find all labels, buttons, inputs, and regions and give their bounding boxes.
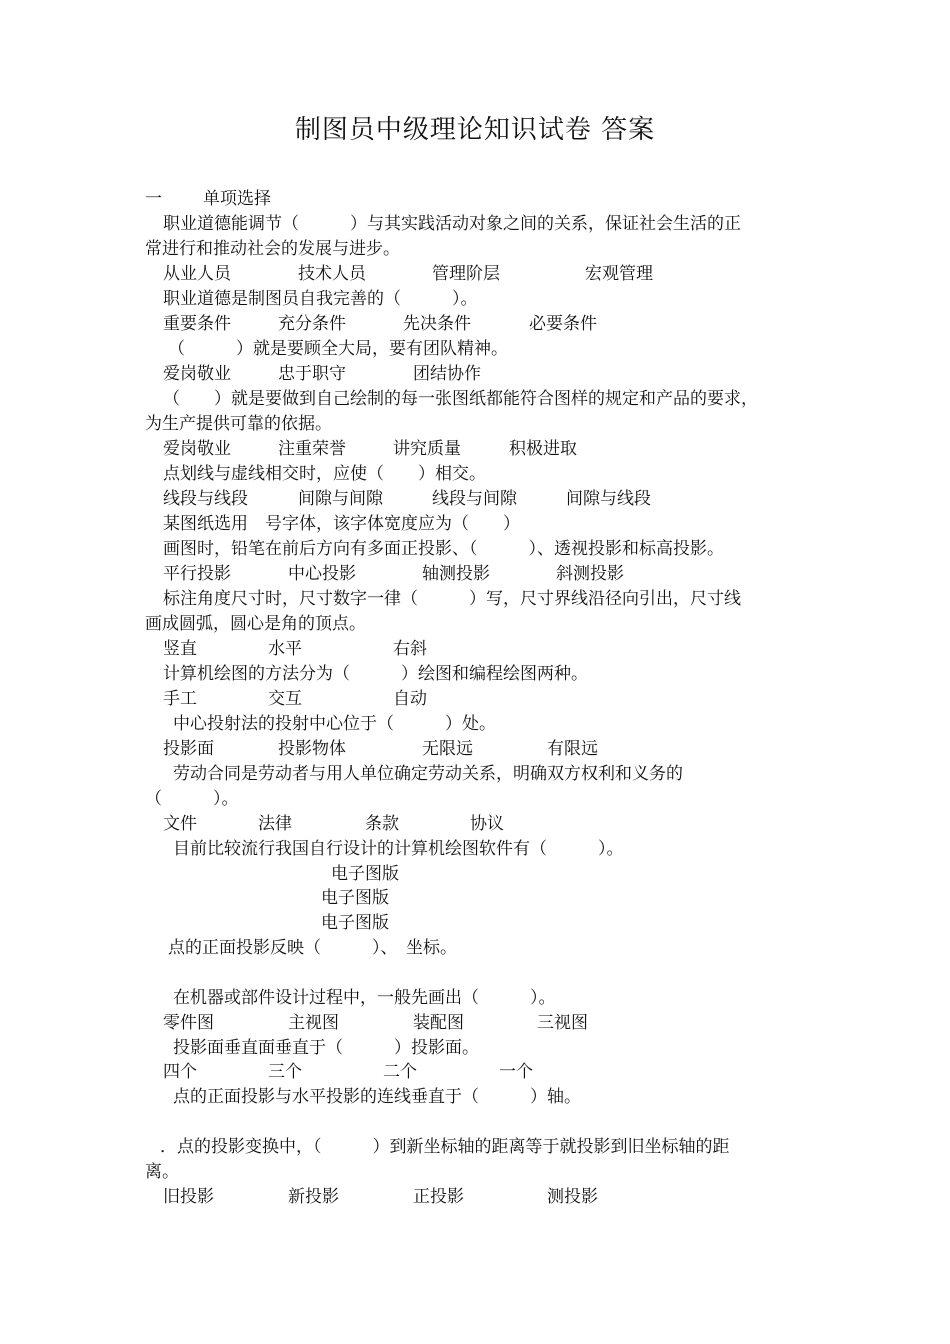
option: 法律 xyxy=(258,814,292,834)
option: 旧投影 xyxy=(163,1187,214,1207)
question-7: 画图时，铅笔在前后方向有多面正投影、（ ）、透视投影和标高投影。 xyxy=(163,539,724,559)
section-label: 单项选择 xyxy=(203,189,271,209)
question-5-options xyxy=(0,487,950,512)
option: 平行投影 xyxy=(163,564,231,584)
option: 充分条件 xyxy=(278,314,346,334)
option: 间隙与线段 xyxy=(566,489,651,509)
option: 注重荣誉 xyxy=(278,439,346,459)
option: 右斜 xyxy=(393,639,427,659)
question-5: 点划线与虚线相交时，应使（ ）相交。 xyxy=(163,464,486,484)
option: 三个 xyxy=(268,1062,302,1082)
question-1-options xyxy=(0,262,950,287)
option: 协议 xyxy=(470,814,504,834)
option: 管理阶层 xyxy=(432,264,500,284)
option: 水平 xyxy=(268,639,302,659)
option: 测投影 xyxy=(547,1187,598,1207)
option: 电子图版 xyxy=(321,888,389,908)
option: 条款 xyxy=(365,814,399,834)
option: 爱岗敬业 xyxy=(163,439,231,459)
question-8-line-2: 画成圆弧，圆心是角的顶点。 xyxy=(145,614,366,634)
question-3-options xyxy=(0,362,950,387)
option: 交互 xyxy=(268,689,302,709)
option: 技术人员 xyxy=(298,264,366,284)
option: 从业人员 xyxy=(163,264,231,284)
option: 积极进取 xyxy=(509,439,577,459)
question-14-options xyxy=(0,1011,950,1036)
question-7-options xyxy=(0,562,950,587)
question-9-options xyxy=(0,687,950,712)
option: 必要条件 xyxy=(529,314,597,334)
option: 零件图 xyxy=(163,1013,214,1033)
option: 线段与间隙 xyxy=(432,489,517,509)
question-8-options xyxy=(0,637,950,662)
section-number: 一 xyxy=(145,189,162,209)
question-12: 目前比较流行我国自行设计的计算机绘图软件有（ ）。 xyxy=(173,839,624,859)
option: 投影物体 xyxy=(278,739,346,759)
question-15-options xyxy=(0,1060,950,1085)
question-8-line-1: 标注角度尺寸时，尺寸数字一律（ ）写，尺寸界线沿径向引出，尺寸线 xyxy=(163,589,741,609)
question-10-options xyxy=(0,737,950,762)
option: 斜测投影 xyxy=(556,564,624,584)
question-1-line-2: 常进行和推动社会的发展与进步。 xyxy=(145,239,400,259)
option: 三视图 xyxy=(537,1013,588,1033)
option: 装配图 xyxy=(413,1013,464,1033)
question-4-line-2: 为生产提供可靠的依据。 xyxy=(145,414,332,434)
option: 电子图版 xyxy=(321,913,389,933)
question-11-line-2: （ ）。 xyxy=(145,789,239,809)
option: 竖直 xyxy=(163,639,197,659)
question-17-line-2: 离。 xyxy=(145,1162,179,1182)
option: 讲究质量 xyxy=(393,439,461,459)
option: 二个 xyxy=(383,1062,417,1082)
option: 文件 xyxy=(163,814,197,834)
question-17-options xyxy=(0,1185,950,1210)
option: 间隙与间隙 xyxy=(298,489,383,509)
option: 有限远 xyxy=(547,739,598,759)
option: 团结协作 xyxy=(413,364,481,384)
question-11-options xyxy=(0,812,950,837)
option: 自动 xyxy=(393,689,427,709)
question-6: 某图纸选用 号字体，该字体宽度应为（ ） xyxy=(163,514,520,534)
question-11-line-1: 劳动合同是劳动者与用人单位确定劳动关系，明确双方权利和义务的 xyxy=(173,764,683,784)
option: 电子图版 xyxy=(331,864,399,884)
option: 新投影 xyxy=(288,1187,339,1207)
option: 线段与线段 xyxy=(163,489,248,509)
option: 中心投影 xyxy=(288,564,356,584)
option: 一个 xyxy=(499,1062,533,1082)
option: 先决条件 xyxy=(403,314,471,334)
option: 手工 xyxy=(163,689,197,709)
question-4-line-1: （ ）就是要做到自己绘制的每一张图纸都能符合图样的规定和产品的要求， xyxy=(163,389,758,409)
option: 四个 xyxy=(163,1062,197,1082)
question-16: 点的正面投影与水平投影的连线垂直于（ ）轴。 xyxy=(173,1087,581,1107)
option: 正投影 xyxy=(413,1187,464,1207)
page-title: 制图员中级理论知识试卷 答案 xyxy=(294,115,656,145)
option: 无限远 xyxy=(422,739,473,759)
question-10: 中心投射法的投射中心位于（ ）处。 xyxy=(173,714,496,734)
question-2: 职业道德是制图员自我完善的（ ）。 xyxy=(163,289,478,309)
option: 重要条件 xyxy=(163,314,231,334)
question-17-line-1: ．点的投影变换中，（ ）到新坐标轴的距离等于就投影到旧坐标轴的距 xyxy=(160,1137,730,1157)
question-14: 在机器或部件设计过程中，一般先画出（ ）。 xyxy=(173,988,556,1008)
option: 宏观管理 xyxy=(585,264,653,284)
question-9: 计算机绘图的方法分为（ ）绘图和编程绘图两种。 xyxy=(163,664,588,684)
question-4-options xyxy=(0,437,950,462)
option: 爱岗敬业 xyxy=(163,364,231,384)
question-15: 投影面垂直面垂直于（ ）投影面。 xyxy=(173,1038,479,1058)
option: 轴测投影 xyxy=(422,564,490,584)
question-3: （ ）就是要顾全大局，要有团队精神。 xyxy=(168,339,508,359)
option: 主视图 xyxy=(288,1013,339,1033)
question-1-line-1: 职业道德能调节（ ）与其实践活动对象之间的关系，保证社会生活的正 xyxy=(163,214,741,234)
option: 投影面 xyxy=(163,739,214,759)
option: 忠于职守 xyxy=(278,364,346,384)
question-13: 点的正面投影反映（ ）、 坐标。 xyxy=(168,938,457,958)
question-2-options xyxy=(0,312,950,337)
